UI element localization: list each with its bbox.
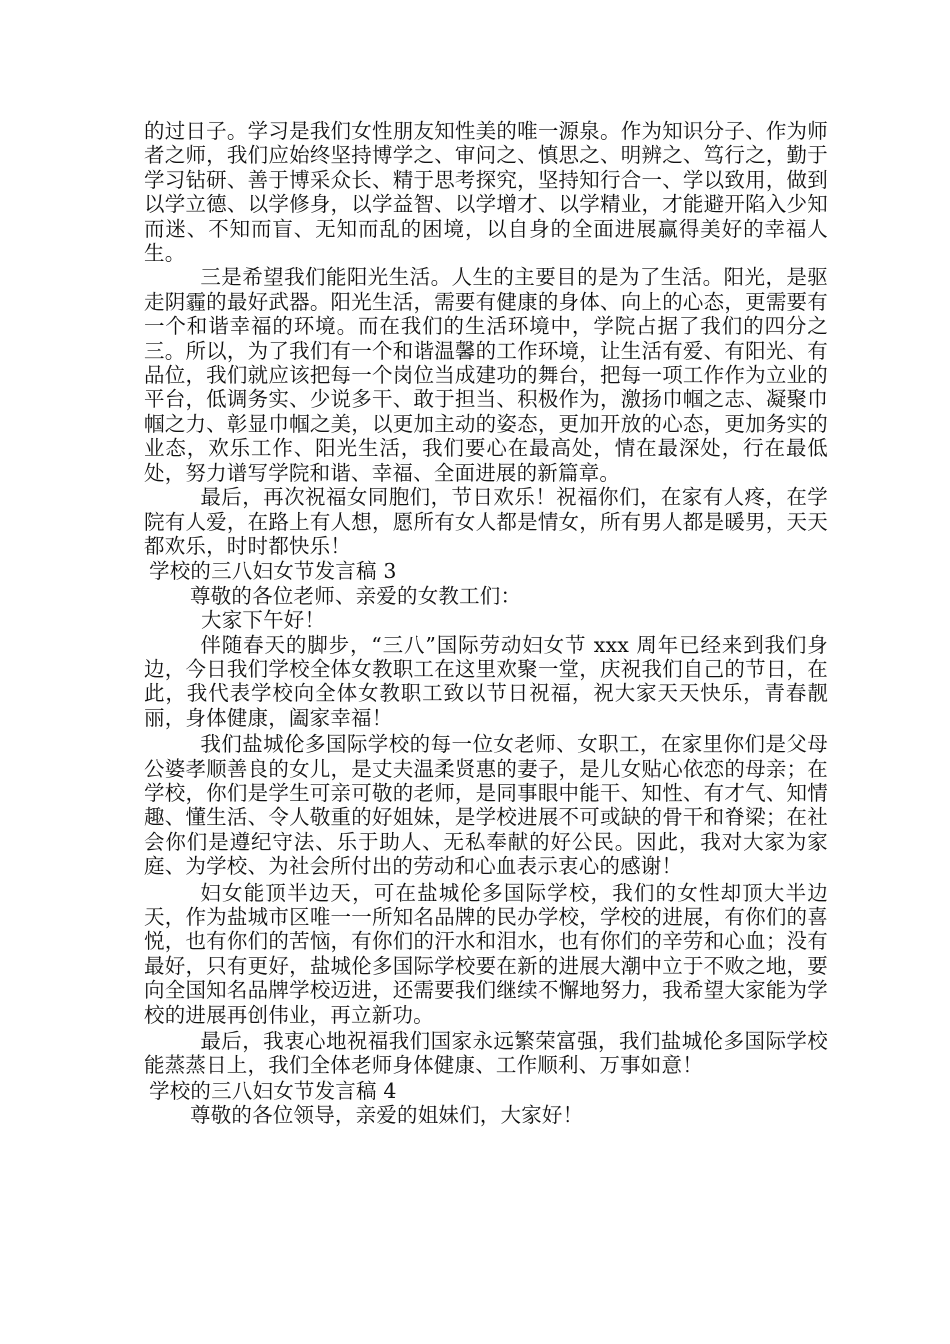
paragraph-spring-festival: 伴随春天的脚步，“三八”国际劳动妇女节 xxx 周年已经来到我们身边，今日我们学校全体女教职工在这里欢聚一堂，庆祝我们自己的节日，在此，我代表学校向全体女教职工致以节日祝福，祝大家天天快乐，青春靓丽，身体健康，阖家幸福！ (144, 632, 828, 730)
document-body (144, 119, 828, 1128)
paragraph-half-the-sky: 妇女能顶半边天，可在盐城伦多国际学校，我们的女性却顶大半边天，作为盐城市区唯一一所知名品牌的民办学校，学校的进展，有你们的喜悦，也有你们的苦恼，有你们的汗水和泪水，也有你们的辛劳和心血；没有最好，只有更好，盐城伦多国际学校要在新的进展大潮中立于不败之地，要向全国知名品牌学校迈进，还需要我们继续不懈地努力，我希望大家能为学校的进展再创伟业，再立新功。 (144, 880, 828, 1027)
paragraph-female-staff: 我们盐城伦多国际学校的每一位女老师、女职工，在家里你们是父母公婆孝顺善良的女儿，是丈夫温柔贤惠的妻子，是儿女贴心依恋的母亲；在学校，你们是学生可亲可敬的老师，是同事眼中能干、知性、有才气、知情趣、懂生活、令人敬重的好姐妹，是学校进展不可或缺的骨干和脊梁；在社会你们是遵纪守法、乐于助人、无私奉献的好公民。因此，我对大家为家庭、为学校、为社会所付出的劳动和心血表示衷心的感谢！ (144, 732, 828, 879)
speech-3-greeting: 大家下午好！ (201, 608, 326, 633)
paragraph-sunshine-life: 三是希望我们能阳光生活。人生的主要目的是为了生活。阳光，是驱走阴霾的最好武器。阳光生活，需要有健康的身体、向上的心态，更需要有一个和谐幸福的环境。而在我们的生活环境中，学院占据了我们的四分之三。所以，为了我们有一个和谐温馨的工作环境，让生活有爱、有阳光、有品位，我们就应该把每一个岗位当成建功的舞台，把每一项工作作为立业的平台，低调务实、少说多干、敢于担当、积极作为，激扬巾帼之志、凝聚巾帼之力、彰显巾帼之美，以更加主动的姿态，更加开放的心态，更加务实的业态，欢乐工作、阳光生活，我们要心在最高处，情在最深处，行在最低处，努力谱写学院和谐、幸福、全面进展的新篇章。 (144, 265, 828, 485)
speech-heading-3: 学校的三八妇女节发言稿 3 (149, 559, 397, 584)
speech-4-salutation: 尊敬的各位领导，亲爱的姐妹们，大家好！ (190, 1103, 584, 1128)
paragraph-final-wishes: 最后，我衷心地祝福我们国家永远繁荣富强，我们盐城伦多国际学校能蒸蒸日上，我们全体老师身体健康、工作顺利、万事如意！ (144, 1029, 828, 1078)
paragraph-closing-blessing: 最后，再次祝福女同胞们，节日欢乐！祝福你们，在家有人疼，在学院有人爱，在路上有人想，愿所有女人都是情女，所有男人都是暖男，天天都欢乐，时时都快乐！ (144, 485, 828, 558)
speech-3-salutation: 尊敬的各位老师、亲爱的女教工们： (190, 583, 522, 608)
speech-heading-4: 学校的三八妇女节发言稿 4 (149, 1078, 397, 1103)
paragraph-study: 的过日子。学习是我们女性朋友知性美的唯一源泉。作为知识分子、作为师者之师，我们应始终坚持博学之、审问之、慎思之、明辨之、笃行之，勤于学习钻研、善于博采众长、精于思考探究，坚持知行合一、学以致用，做到以学立德、以学修身，以学益智、以学增才、以学精业，才能避开陷入少知而迷、不知而盲、无知而乱的困境，以自身的全面进展赢得美好的幸福人生。 (144, 119, 828, 266)
